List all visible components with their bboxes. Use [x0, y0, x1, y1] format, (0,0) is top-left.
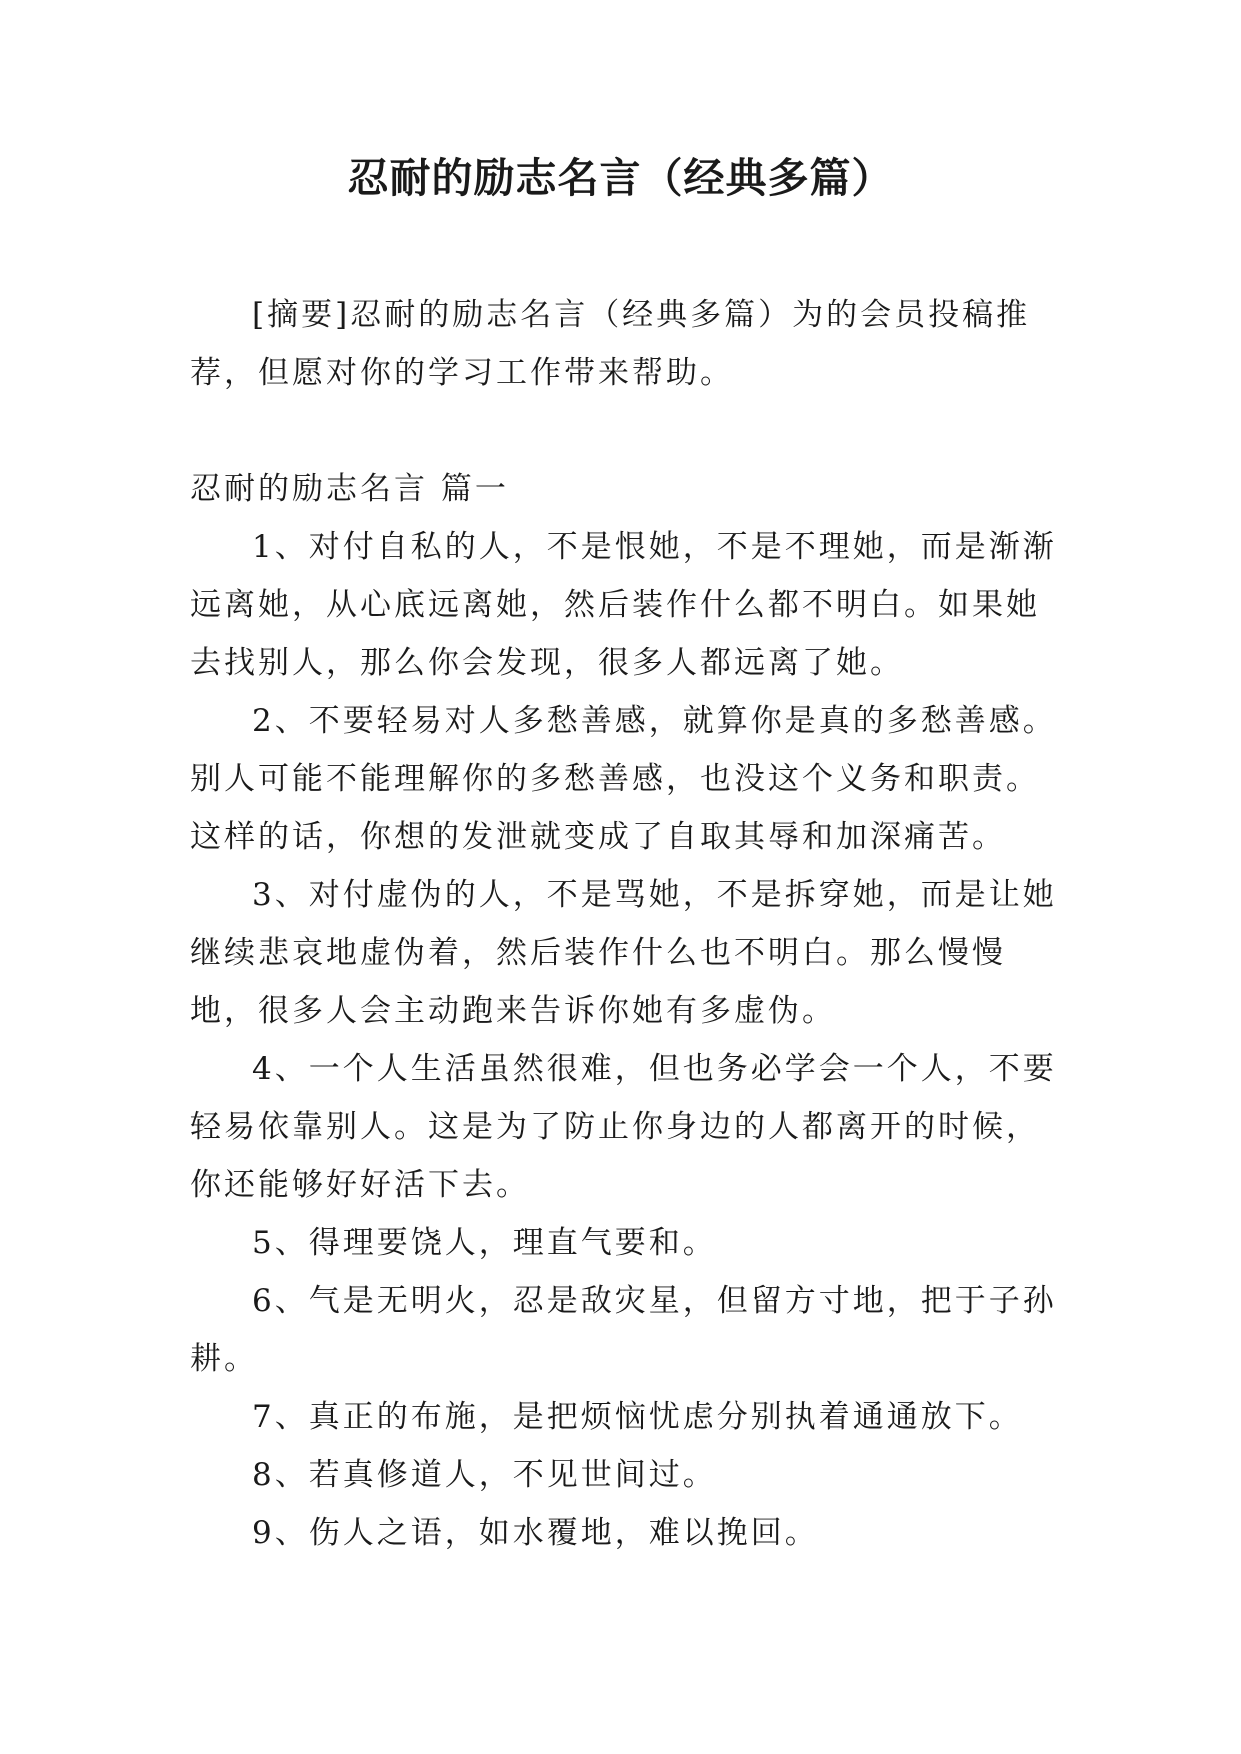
abstract-paragraph: [摘要]忍耐的励志名言（经典多篇）为的会员投稿推荐，但愿对你的学习工作带来帮助。 — [190, 297, 1031, 391]
quote-item: 9、伤人之语，如水覆地，难以挽回。 — [252, 1515, 819, 1551]
document-body — [190, 286, 1060, 1562]
quote-item: 7、真正的布施，是把烦恼忧虑分别执着通通放下。 — [252, 1399, 1023, 1435]
quote-item: 3、对付虚伪的人，不是骂她，不是拆穿她，而是让她继续悲哀地虚伪着，然后装作什么也不明白。那么慢慢地，很多人会主动跑来告诉你她有多虚伪。 — [190, 877, 1057, 1029]
document-title: 忍耐的励志名言（经典多篇） — [347, 154, 894, 202]
quote-item: 5、得理要饶人，理直气要和。 — [252, 1225, 717, 1261]
section-heading: 忍耐的励志名言 篇一 — [190, 471, 509, 507]
quote-item: 6、气是无明火，忍是敌灾星，但留方寸地，把于子孙耕。 — [190, 1283, 1057, 1377]
quote-item: 1、对付自私的人，不是恨她，不是不理她，而是渐渐远离她，从心底远离她，然后装作什么都不明白。如果她去找别人，那么你会发现，很多人都远离了她。 — [190, 529, 1057, 681]
quote-item: 4、一个人生活虽然很难，但也务必学会一个人，不要轻易依靠别人。这是为了防止你身边的人都离开的时候，你还能够好好活下去。 — [190, 1051, 1057, 1203]
quote-item: 8、若真修道人，不见世间过。 — [252, 1457, 717, 1493]
quote-item: 2、不要轻易对人多愁善感，就算你是真的多愁善感。别人可能不能理解你的多愁善感，也没这个义务和职责。这样的话，你想的发泄就变成了自取其辱和加深痛苦。 — [190, 703, 1057, 855]
